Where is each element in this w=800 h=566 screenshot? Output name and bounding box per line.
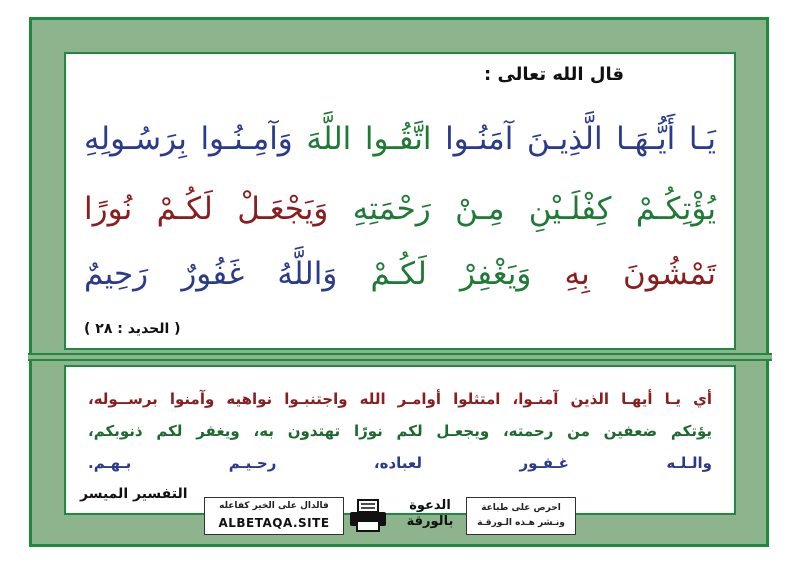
printer-icon [348, 499, 388, 533]
verse-line-2-part-1: يُؤْتِكُـمْ كِفْلَـيْنِ مِـنْ رَحْمَتِهِ [328, 191, 716, 227]
verse-intro: قال الله تعالى : [483, 64, 624, 85]
dawah-logo [400, 498, 460, 534]
tafsir-line-1: أي يـا أيهـا الذين آمنـوا، امتثلوا أوامـر الله واجتنبـوا نواهيه وآمنوا برســوله، [88, 390, 712, 408]
verse-line-3 [84, 256, 716, 292]
verse-line-1-part-3: وَآمِـنُـوا بِرَسُـولِهِ [84, 121, 293, 157]
logo-line-1: الدعوة [409, 498, 451, 513]
verse-line-1-part-1: يَـا أَيُّـهَـا الَّذِيـنَ آمَنُـوا [431, 121, 716, 157]
website-box [204, 497, 344, 535]
verse-reference: ( الحديد : ٢٨ ) [84, 321, 181, 337]
verse-line-2 [84, 191, 716, 227]
verse-line-2-part-2: وَيَجْعَـلْ لَكُـمْ نُورًا [84, 191, 329, 227]
tafsir-source: التفسير الميسر [80, 486, 188, 502]
footer-proverb: فالدال على الخير كفاعله [219, 501, 329, 511]
website-link[interactable]: ALBETAQA.SITE [218, 516, 330, 530]
verse-line-1-part-2: اتَّقُـوا اللَّهَ [292, 121, 432, 157]
verse-line-3-part-2: وَيَغْفِرْ لَكُـمْ [337, 256, 532, 292]
verse-line-1 [84, 121, 716, 157]
print-note-box [466, 497, 576, 535]
print-note-line-1: احرص على طباعة [481, 503, 561, 513]
tafsir-panel [64, 365, 736, 515]
print-note-line-2: ونـشر هـذه الـورقـة [477, 518, 565, 528]
tafsir-line-3: والـلـه غـفـور لعباده، رحـيـم بـهـم. [88, 454, 712, 472]
verse-panel [64, 52, 736, 350]
logo-line-2: بالورقة [406, 514, 454, 529]
verse-line-3-part-3: وَاللَّهُ غَفُورٌ رَحِيمٌ [84, 256, 338, 292]
panel-divider [28, 353, 772, 361]
tafsir-line-2: يؤتكم ضعفين من رحمته، ويجعـل لكم نورًا تهتدون به، ويغفر لكم ذنوبكم، [88, 422, 712, 440]
verse-line-3-part-1: تَمْشُونَ بِهِ [531, 256, 716, 292]
